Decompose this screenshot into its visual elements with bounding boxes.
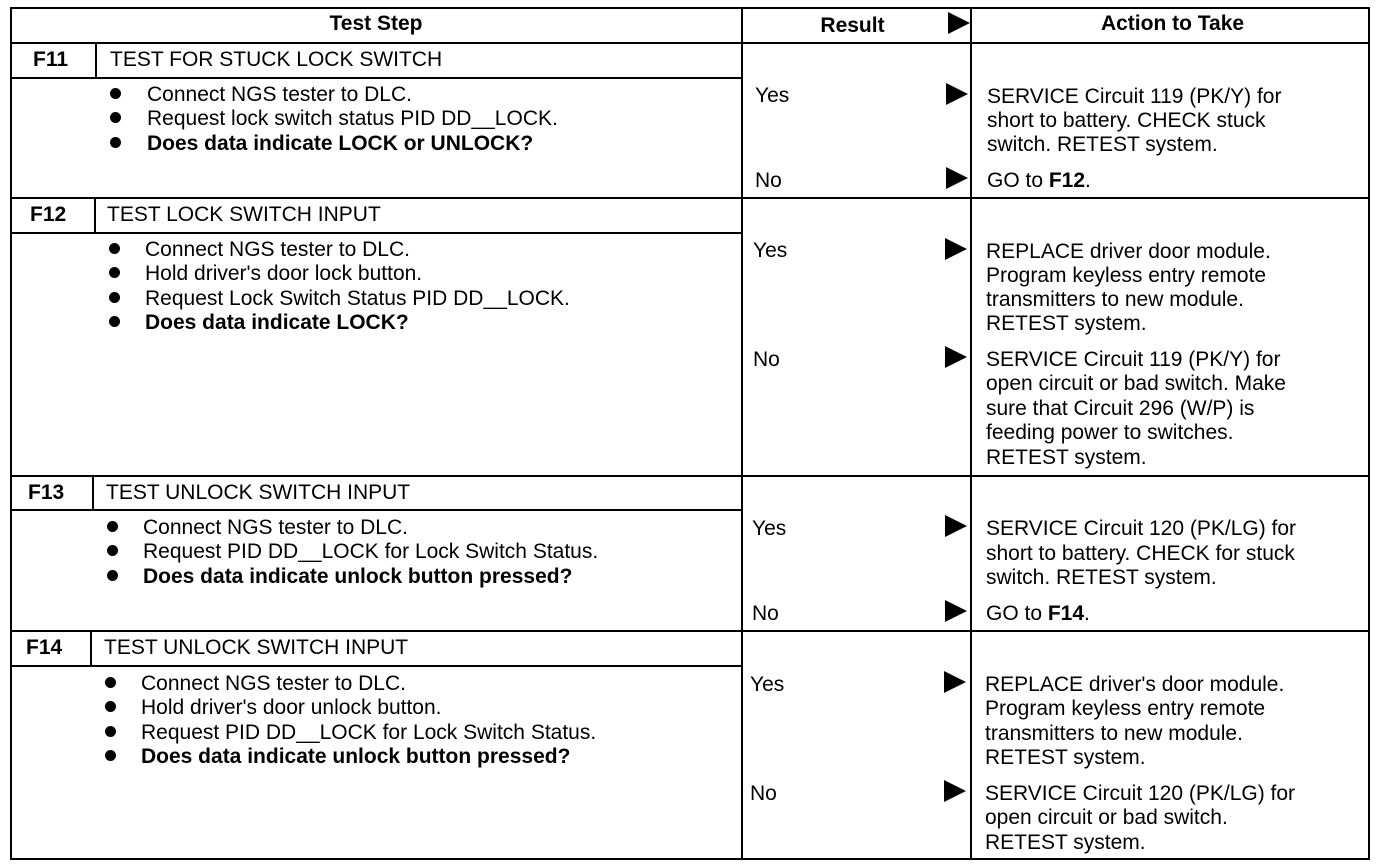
step-title: TEST LOCK SWITCH INPUT [107, 203, 381, 226]
action-line: SERVICE Circuit 120 (PK/LG) for [985, 782, 1296, 805]
action-line: SERVICE Circuit 119 (PK/Y) for [987, 85, 1282, 108]
step-bullet: Connect NGS tester to DLC. [141, 672, 406, 695]
step-title: TEST UNLOCK SWITCH INPUT [106, 481, 411, 504]
step-id: F12 [30, 203, 67, 226]
title-underline [10, 77, 741, 79]
action-column-divider [970, 7, 972, 860]
header-divider [10, 42, 1370, 44]
row-divider [10, 630, 1370, 632]
bullet-icon [109, 316, 120, 327]
action-line: REPLACE driver's door module. [985, 673, 1285, 696]
action-goto-suffix: . [1084, 602, 1090, 625]
result-no: No [755, 169, 782, 192]
result-no: No [753, 348, 780, 371]
result-arrow-icon [944, 780, 966, 802]
bullet-icon [105, 750, 116, 761]
action-goto [986, 602, 1090, 627]
header-arrow-icon [948, 12, 970, 34]
bullet-icon [107, 521, 118, 532]
action-line: RETEST system. [986, 312, 1147, 335]
bullet-icon [105, 726, 116, 737]
result-arrow-icon [945, 515, 967, 537]
result-arrow-icon [945, 600, 967, 622]
step-id: F14 [26, 636, 63, 659]
action-line: open circuit or bad switch. Make [986, 372, 1286, 395]
step-question: Does data indicate unlock button pressed? [143, 565, 573, 588]
action-goto-suffix: . [1085, 169, 1091, 192]
action-line: transmitters to new module. [985, 722, 1243, 745]
action-goto-prefix: GO to [986, 602, 1048, 625]
action-line: open circuit or bad switch. [985, 806, 1228, 829]
result-arrow-icon [946, 167, 968, 189]
bullet-icon [109, 267, 120, 278]
bullet-icon [109, 292, 120, 303]
action-line: short to battery. CHECK stuck [987, 109, 1266, 132]
header-test-step: Test Step [329, 12, 423, 35]
result-arrow-icon [944, 671, 966, 693]
result-no: No [750, 782, 777, 805]
action-line: feeding power to switches. [986, 421, 1234, 444]
bullet-icon [105, 701, 116, 712]
header-action: Action to Take [1100, 12, 1245, 35]
action-line: switch. RETEST system. [986, 566, 1217, 589]
title-underline [10, 665, 741, 667]
action-line: RETEST system. [986, 446, 1147, 469]
step-bullet: Request PID DD__LOCK for Lock Switch Status. [141, 721, 597, 744]
result-yes: Yes [753, 239, 788, 262]
action-line: short to battery. CHECK for stuck [986, 542, 1295, 565]
bullet-icon [110, 137, 121, 148]
action-line: RETEST system. [985, 746, 1146, 769]
step-title: TEST UNLOCK SWITCH INPUT [104, 636, 409, 659]
bullet-icon [110, 88, 121, 99]
step-id: F13 [28, 481, 65, 504]
step-bullet: Hold driver's door lock button. [145, 262, 423, 285]
bullet-icon [107, 570, 118, 581]
action-line: transmitters to new module. [986, 288, 1244, 311]
title-underline [10, 509, 741, 511]
action-line: switch. RETEST system. [987, 133, 1218, 156]
step-question: Does data indicate LOCK? [145, 311, 409, 334]
step-bullet: Request lock switch status PID DD__LOCK. [147, 107, 558, 130]
bullet-icon [110, 112, 121, 123]
action-line: RETEST system. [985, 831, 1146, 854]
step-title: TEST FOR STUCK LOCK SWITCH [110, 48, 443, 71]
action-goto-prefix: GO to [987, 169, 1049, 192]
step-id: F11 [33, 48, 69, 71]
result-arrow-icon [945, 238, 967, 260]
header-result: Result [820, 14, 885, 37]
action-line: SERVICE Circuit 120 (PK/LG) for [986, 517, 1297, 540]
step-question: Does data indicate LOCK or UNLOCK? [147, 132, 534, 155]
action-line: REPLACE driver door module. [986, 240, 1271, 263]
bullet-icon [107, 545, 118, 556]
step-bullet: Request Lock Switch Status PID DD__LOCK. [145, 287, 570, 310]
action-goto-step: F14 [1047, 602, 1085, 625]
action-goto [987, 169, 1091, 194]
step-bullet: Hold driver's door unlock button. [141, 696, 442, 719]
row-divider [10, 475, 1370, 477]
step-question: Does data indicate unlock button pressed? [141, 745, 571, 768]
row-divider [10, 197, 1370, 199]
result-yes: Yes [755, 84, 790, 107]
bullet-icon [105, 677, 116, 688]
action-line: SERVICE Circuit 119 (PK/Y) for [986, 348, 1281, 371]
result-arrow-icon [945, 346, 967, 368]
result-column-divider [741, 7, 743, 860]
result-yes: Yes [752, 517, 787, 540]
bullet-icon [109, 243, 120, 254]
title-underline [10, 232, 741, 234]
action-line: sure that Circuit 296 (W/P) is [986, 397, 1255, 420]
action-line: Program keyless entry remote [986, 264, 1267, 287]
step-bullet: Request PID DD__LOCK for Lock Switch Status. [143, 540, 599, 563]
step-bullet: Connect NGS tester to DLC. [147, 83, 412, 106]
result-no: No [752, 602, 779, 625]
step-bullet: Connect NGS tester to DLC. [145, 238, 410, 261]
step-bullet: Connect NGS tester to DLC. [143, 516, 408, 539]
result-arrow-icon [946, 83, 968, 105]
result-yes: Yes [750, 673, 785, 696]
action-line: Program keyless entry remote [985, 697, 1266, 720]
action-goto-step: F12 [1048, 169, 1086, 192]
